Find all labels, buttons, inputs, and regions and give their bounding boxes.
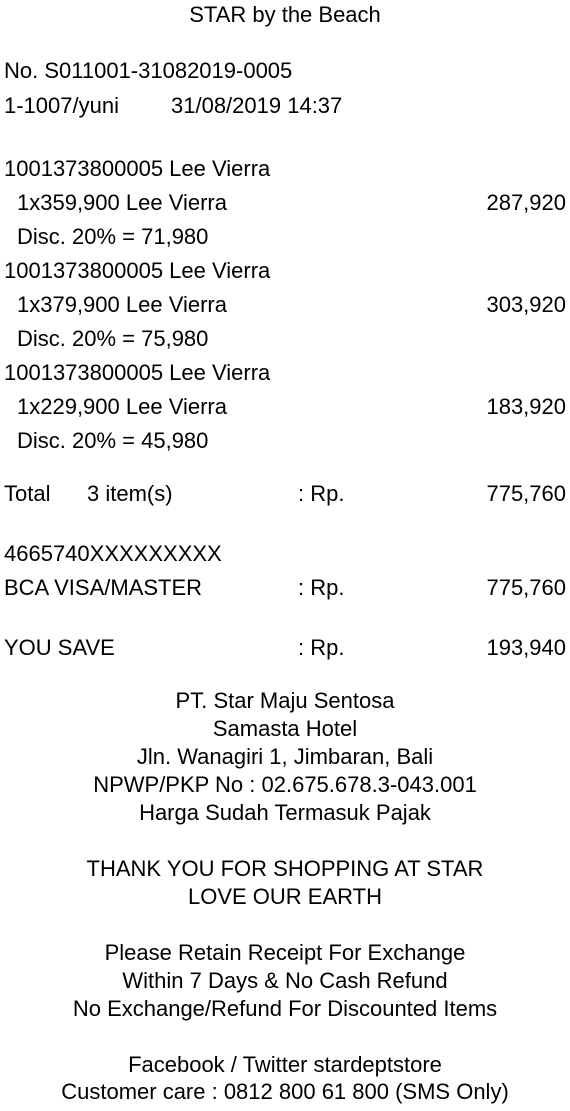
social-media: Facebook / Twitter stardeptstore bbox=[128, 1052, 442, 1077]
payment-currency: : Rp. bbox=[298, 575, 345, 600]
item-qty-line: 1x379,900 Lee Vierra bbox=[17, 292, 227, 317]
retain-receipt-note: Please Retain Receipt For Exchange bbox=[104, 940, 466, 965]
item-discount: Disc. 20% = 71,980 bbox=[17, 224, 209, 249]
savings-currency: : Rp. bbox=[298, 635, 345, 660]
store-address: Jln. Wanagiri 1, Jimbaran, Bali bbox=[136, 744, 434, 769]
item-code-line: 1001373800005 Lee Vierra bbox=[4, 258, 271, 283]
store-location: Samasta Hotel bbox=[212, 716, 358, 741]
item-discount: Disc. 20% = 75,980 bbox=[17, 326, 209, 351]
company-name: PT. Star Maju Sentosa bbox=[175, 688, 395, 713]
tax-id: NPWP/PKP No : 02.675.678.3-043.001 bbox=[93, 772, 477, 797]
payment-method: BCA VISA/MASTER bbox=[4, 575, 203, 600]
cashier-id: 1-1007/yuni bbox=[4, 93, 119, 118]
earth-message: LOVE OUR EARTH bbox=[188, 884, 382, 909]
item-amount: 183,920 bbox=[486, 394, 566, 419]
customer-care: Customer care : 0812 800 61 800 (SMS Only) bbox=[61, 1079, 509, 1104]
item-amount: 303,920 bbox=[486, 292, 566, 317]
transaction-datetime: 31/08/2019 14:37 bbox=[171, 93, 343, 118]
total-amount: 775,760 bbox=[486, 481, 566, 506]
item-amount: 287,920 bbox=[486, 190, 566, 215]
item-code-line: 1001373800005 Lee Vierra bbox=[4, 156, 271, 181]
savings-label: YOU SAVE bbox=[4, 635, 115, 660]
receipt-number: No. S011001-31082019-0005 bbox=[4, 58, 293, 83]
total-currency: : Rp. bbox=[298, 481, 345, 506]
item-discount: Disc. 20% = 45,980 bbox=[17, 428, 209, 453]
item-qty-line: 1x229,900 Lee Vierra bbox=[17, 394, 227, 419]
total-label: Total bbox=[4, 481, 51, 506]
total-item-count: 3 item(s) bbox=[87, 481, 173, 506]
card-number: 4665740XXXXXXXXX bbox=[4, 541, 222, 566]
discount-policy-note: No Exchange/Refund For Discounted Items bbox=[72, 996, 498, 1021]
item-qty-line: 1x359,900 Lee Vierra bbox=[17, 190, 227, 215]
store-name: STAR by the Beach bbox=[189, 2, 381, 27]
thank-you-message: THANK YOU FOR SHOPPING AT STAR bbox=[86, 856, 484, 881]
payment-amount: 775,760 bbox=[486, 575, 566, 600]
item-code-line: 1001373800005 Lee Vierra bbox=[4, 360, 271, 385]
exchange-days-note: Within 7 Days & No Cash Refund bbox=[122, 968, 448, 993]
savings-amount: 193,940 bbox=[486, 635, 566, 660]
tax-note: Harga Sudah Termasuk Pajak bbox=[139, 800, 431, 825]
